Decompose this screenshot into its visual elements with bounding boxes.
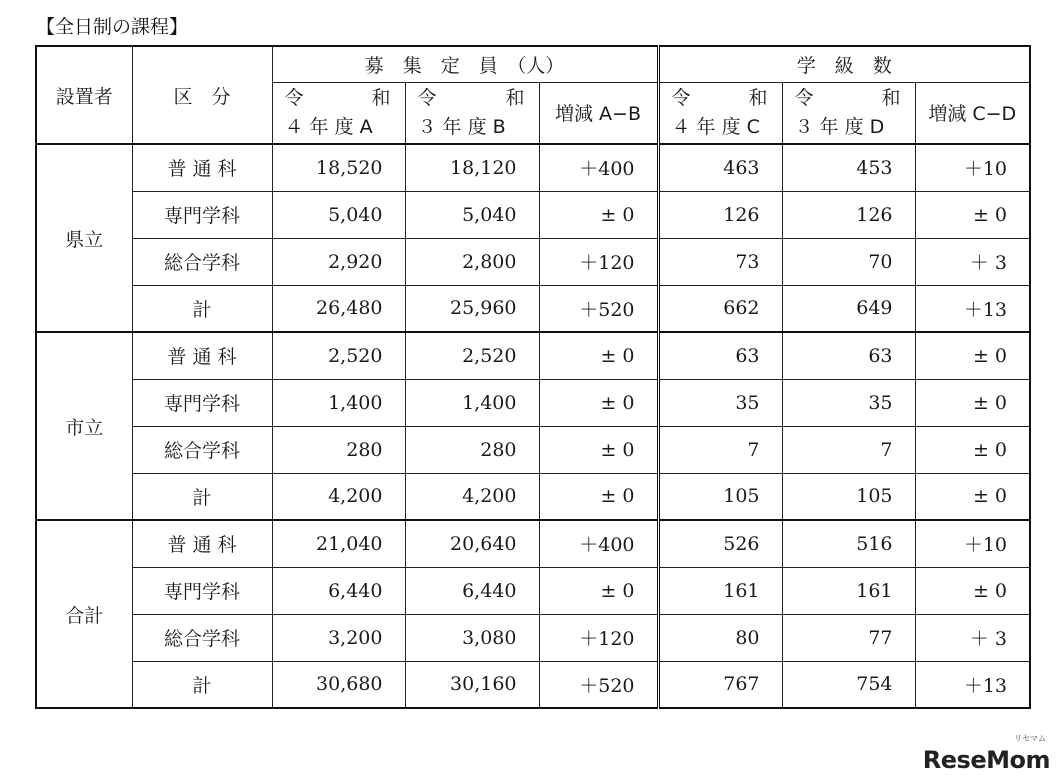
cell-classes-r3: 161	[782, 567, 915, 614]
cell-capacity-r4: 280	[272, 426, 405, 473]
cell-category: 計	[132, 661, 272, 708]
cell-capacity-r3: 25,960	[405, 285, 539, 332]
resemom-logo: ReseMom	[922, 746, 1050, 774]
table-row	[36, 520, 1030, 567]
cell-capacity-r3: 1,400	[405, 379, 539, 426]
cell-classes-r4: 63	[658, 332, 782, 379]
cell-capacity-r4: 26,480	[272, 285, 405, 332]
table-row	[36, 379, 1030, 426]
cell-classes-r3: 105	[782, 473, 915, 520]
header-col-c: 令 和 ４ 年 度 C	[658, 82, 782, 144]
cell-classes-diff: ＋10	[915, 144, 1030, 191]
cell-capacity-r3: 18,120	[405, 144, 539, 191]
cell-capacity-r4: 2,920	[272, 238, 405, 285]
cell-classes-r3: 35	[782, 379, 915, 426]
cell-category: 総合学科	[132, 614, 272, 661]
cell-establisher: 合計	[36, 520, 132, 708]
cell-capacity-r3: 2,520	[405, 332, 539, 379]
cell-classes-r3: 754	[782, 661, 915, 708]
table-row	[36, 285, 1030, 332]
header-col-cd: 増減 C−D	[915, 82, 1030, 144]
cell-capacity-diff: ＋120	[539, 238, 658, 285]
cell-capacity-diff: ± 0	[539, 473, 658, 520]
table-row	[36, 332, 1030, 379]
cell-capacity-r3: 20,640	[405, 520, 539, 567]
table-row	[36, 567, 1030, 614]
cell-classes-r3: 516	[782, 520, 915, 567]
cell-classes-diff: ± 0	[915, 379, 1030, 426]
cell-category: 専門学科	[132, 567, 272, 614]
cell-category: 計	[132, 285, 272, 332]
cell-capacity-r3: 30,160	[405, 661, 539, 708]
enrollment-table	[35, 45, 1031, 709]
table-row	[36, 614, 1030, 661]
table-row	[36, 144, 1030, 191]
cell-capacity-r3: 2,800	[405, 238, 539, 285]
table-row	[36, 473, 1030, 520]
cell-establisher: 市立	[36, 332, 132, 520]
cell-capacity-diff: ± 0	[539, 379, 658, 426]
cell-classes-diff: ± 0	[915, 567, 1030, 614]
cell-capacity-diff: ＋520	[539, 661, 658, 708]
cell-capacity-diff: ± 0	[539, 191, 658, 238]
header-capacity-group: 募 集 定 員 （人）	[272, 46, 658, 82]
cell-classes-r4: 161	[658, 567, 782, 614]
cell-classes-diff: ＋10	[915, 520, 1030, 567]
cell-classes-r3: 63	[782, 332, 915, 379]
cell-category: 専門学科	[132, 191, 272, 238]
cell-capacity-r4: 5,040	[272, 191, 405, 238]
table-row	[36, 661, 1030, 708]
cell-classes-diff: ± 0	[915, 332, 1030, 379]
cell-capacity-r3: 4,200	[405, 473, 539, 520]
cell-classes-r4: 105	[658, 473, 782, 520]
cell-establisher: 県立	[36, 144, 132, 332]
cell-classes-r4: 767	[658, 661, 782, 708]
cell-classes-r4: 463	[658, 144, 782, 191]
cell-category: 計	[132, 473, 272, 520]
cell-category: 総合学科	[132, 426, 272, 473]
cell-category: 普 通 科	[132, 144, 272, 191]
header-establisher: 設置者	[36, 46, 132, 144]
cell-category: 普 通 科	[132, 332, 272, 379]
cell-classes-diff: ± 0	[915, 191, 1030, 238]
watermark-sub: リセマム	[1014, 734, 1046, 743]
cell-capacity-diff: ＋120	[539, 614, 658, 661]
table-row	[36, 426, 1030, 473]
header-col-a: 令 和 ４ 年 度 A	[272, 82, 405, 144]
table-row	[36, 191, 1030, 238]
cell-capacity-r4: 30,680	[272, 661, 405, 708]
cell-category: 総合学科	[132, 238, 272, 285]
cell-classes-diff: ＋ 3	[915, 614, 1030, 661]
cell-classes-r3: 453	[782, 144, 915, 191]
cell-classes-r4: 35	[658, 379, 782, 426]
cell-category: 普 通 科	[132, 520, 272, 567]
header-col-d: 令 和 ３ 年 度 D	[782, 82, 915, 144]
cell-capacity-r3: 3,080	[405, 614, 539, 661]
cell-classes-r4: 126	[658, 191, 782, 238]
cell-capacity-r3: 280	[405, 426, 539, 473]
cell-classes-r4: 80	[658, 614, 782, 661]
cell-capacity-diff: ＋520	[539, 285, 658, 332]
cell-capacity-r3: 5,040	[405, 191, 539, 238]
header-classes-group: 学 級 数	[658, 46, 1030, 82]
table-row	[36, 238, 1030, 285]
cell-capacity-r4: 1,400	[272, 379, 405, 426]
cell-capacity-r4: 3,200	[272, 614, 405, 661]
cell-category: 専門学科	[132, 379, 272, 426]
cell-classes-r3: 7	[782, 426, 915, 473]
cell-capacity-diff: ＋400	[539, 144, 658, 191]
table-caption: 【全日制の課程】	[36, 16, 189, 38]
cell-classes-r4: 7	[658, 426, 782, 473]
header-col-b: 令 和 ３ 年 度 B	[405, 82, 539, 144]
cell-classes-r4: 526	[658, 520, 782, 567]
cell-capacity-diff: ± 0	[539, 567, 658, 614]
cell-capacity-r4: 6,440	[272, 567, 405, 614]
cell-classes-diff: ＋ 3	[915, 238, 1030, 285]
cell-classes-r4: 662	[658, 285, 782, 332]
cell-classes-diff: ＋13	[915, 285, 1030, 332]
header-category: 区 分	[132, 46, 272, 144]
cell-capacity-diff: ＋400	[539, 520, 658, 567]
cell-classes-diff: ± 0	[915, 426, 1030, 473]
cell-classes-diff: ± 0	[915, 473, 1030, 520]
cell-classes-r3: 126	[782, 191, 915, 238]
cell-capacity-r4: 2,520	[272, 332, 405, 379]
cell-classes-r4: 73	[658, 238, 782, 285]
table-body	[36, 144, 1030, 708]
cell-classes-r3: 77	[782, 614, 915, 661]
cell-capacity-r4: 21,040	[272, 520, 405, 567]
cell-classes-r3: 649	[782, 285, 915, 332]
cell-classes-r3: 70	[782, 238, 915, 285]
cell-capacity-r3: 6,440	[405, 567, 539, 614]
cell-capacity-r4: 4,200	[272, 473, 405, 520]
cell-capacity-r4: 18,520	[272, 144, 405, 191]
cell-classes-diff: ＋13	[915, 661, 1030, 708]
cell-capacity-diff: ± 0	[539, 426, 658, 473]
cell-capacity-diff: ± 0	[539, 332, 658, 379]
header-col-ab: 増減 A−B	[539, 82, 658, 144]
